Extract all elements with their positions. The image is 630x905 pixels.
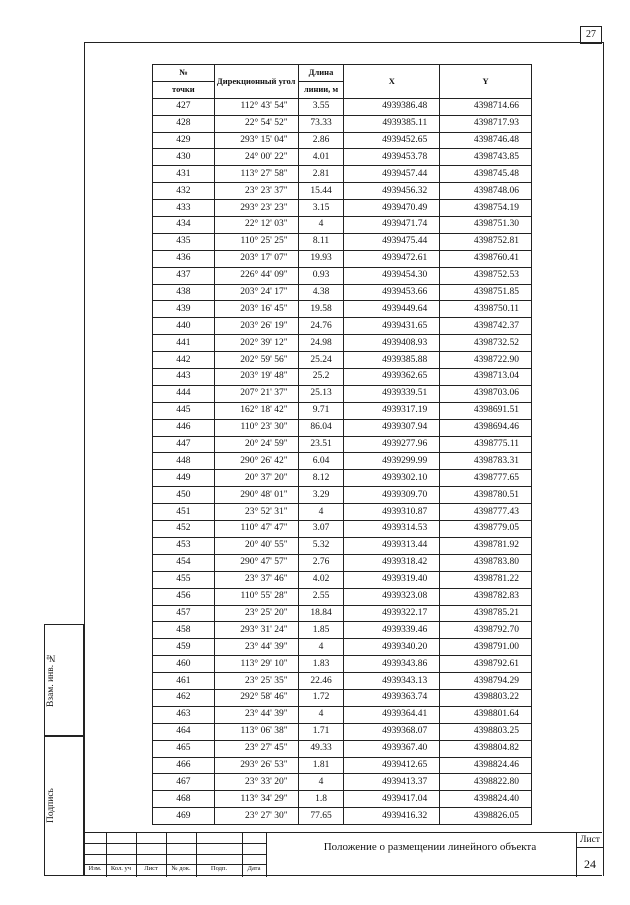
y-coordinate-cell: 4398822.80 xyxy=(440,774,532,791)
stamp-header-kol-uch: Кол. уч xyxy=(110,865,132,872)
y-coordinate-cell: 4398722.90 xyxy=(440,352,532,369)
y-coordinate-cell: 4398780.51 xyxy=(440,487,532,504)
x-coordinate-cell: 4939364.41 xyxy=(344,706,440,723)
direction-angle-cell: 290° 47' 57" xyxy=(214,554,298,571)
table-row xyxy=(153,706,532,723)
y-coordinate-cell: 4398748.06 xyxy=(440,183,532,200)
x-coordinate-cell: 4939314.53 xyxy=(344,521,440,538)
y-coordinate-cell: 4398794.29 xyxy=(440,673,532,690)
title-block-grid xyxy=(84,833,266,877)
point-number-cell: 448 xyxy=(153,453,215,470)
line-length-cell: 23.51 xyxy=(298,436,344,453)
table-row xyxy=(153,504,532,521)
table-row xyxy=(153,622,532,639)
y-coordinate-cell: 4398777.43 xyxy=(440,504,532,521)
x-coordinate-cell: 4939319.40 xyxy=(344,571,440,588)
x-coordinate-cell: 4939452.65 xyxy=(344,132,440,149)
line-length-cell: 1.8 xyxy=(298,791,344,808)
direction-angle-cell: 20° 24' 59" xyxy=(214,436,298,453)
x-coordinate-cell: 4939299.99 xyxy=(344,453,440,470)
stamp-header-doc-number: № док. xyxy=(171,865,191,872)
direction-angle-cell: 207° 21' 37" xyxy=(214,385,298,402)
y-coordinate-cell: 4398717.93 xyxy=(440,115,532,132)
title-block xyxy=(84,832,602,877)
line-length-cell: 25.13 xyxy=(298,385,344,402)
table-row xyxy=(153,183,532,200)
point-number-cell: 464 xyxy=(153,723,215,740)
line-length-cell: 25.24 xyxy=(298,352,344,369)
line-length-cell: 4 xyxy=(298,639,344,656)
x-coordinate-cell: 4939417.04 xyxy=(344,791,440,808)
line-length-cell: 4.01 xyxy=(298,149,344,166)
header-direction-angle: Дирекционный угол xyxy=(214,65,298,99)
x-coordinate-cell: 4939323.08 xyxy=(344,588,440,605)
sheet-label: Лист xyxy=(577,835,603,848)
x-coordinate-cell: 4939339.46 xyxy=(344,622,440,639)
point-number-cell: 461 xyxy=(153,673,215,690)
table-row xyxy=(153,740,532,757)
table-row xyxy=(153,639,532,656)
x-coordinate-cell: 4939362.65 xyxy=(344,369,440,386)
line-length-cell: 19.58 xyxy=(298,301,344,318)
table-row xyxy=(153,352,532,369)
point-number-cell: 440 xyxy=(153,318,215,335)
line-length-cell: 8.11 xyxy=(298,233,344,250)
stamp-header-list: Лист xyxy=(144,865,158,872)
y-coordinate-cell: 4398751.30 xyxy=(440,217,532,234)
direction-angle-cell: 22° 12' 03" xyxy=(214,217,298,234)
line-length-cell: 4 xyxy=(298,217,344,234)
y-coordinate-cell: 4398703.06 xyxy=(440,385,532,402)
y-coordinate-cell: 4398781.92 xyxy=(440,537,532,554)
table-row xyxy=(153,267,532,284)
point-number-cell: 458 xyxy=(153,622,215,639)
point-number-cell: 431 xyxy=(153,166,215,183)
line-length-cell: 2.76 xyxy=(298,554,344,571)
x-coordinate-cell: 4939310.87 xyxy=(344,504,440,521)
line-length-cell: 24.76 xyxy=(298,318,344,335)
y-coordinate-cell: 4398742.37 xyxy=(440,318,532,335)
y-coordinate-cell: 4398745.48 xyxy=(440,166,532,183)
y-coordinate-cell: 4398792.61 xyxy=(440,656,532,673)
table-row xyxy=(153,250,532,267)
direction-angle-cell: 23° 23' 37" xyxy=(214,183,298,200)
document-title: Положение о размещении линейного объекта xyxy=(323,841,537,853)
header-point-number-top: № xyxy=(153,65,215,82)
line-length-cell: 1.72 xyxy=(298,689,344,706)
direction-angle-cell: 162° 18' 42" xyxy=(214,402,298,419)
direction-angle-cell: 113° 29' 10" xyxy=(214,656,298,673)
line-length-cell: 1.81 xyxy=(298,757,344,774)
table-row xyxy=(153,723,532,740)
point-number-cell: 430 xyxy=(153,149,215,166)
x-coordinate-cell: 4939343.86 xyxy=(344,656,440,673)
direction-angle-cell: 23° 44' 39" xyxy=(214,639,298,656)
y-coordinate-cell: 4398801.64 xyxy=(440,706,532,723)
y-coordinate-cell: 4398779.05 xyxy=(440,521,532,538)
direction-angle-cell: 23° 27' 30" xyxy=(214,808,298,825)
table-row xyxy=(153,571,532,588)
line-length-cell: 8.12 xyxy=(298,470,344,487)
x-coordinate-cell: 4939454.30 xyxy=(344,267,440,284)
table-row xyxy=(153,200,532,217)
x-coordinate-cell: 4939343.13 xyxy=(344,673,440,690)
page-corner-number: 27 xyxy=(580,26,602,44)
line-length-cell: 19.93 xyxy=(298,250,344,267)
table-row xyxy=(153,487,532,504)
direction-angle-cell: 203° 16' 45" xyxy=(214,301,298,318)
table-row xyxy=(153,233,532,250)
direction-angle-cell: 293° 31' 24" xyxy=(214,622,298,639)
direction-angle-cell: 203° 19' 48" xyxy=(214,369,298,386)
line-length-cell: 4.38 xyxy=(298,284,344,301)
line-length-cell: 1.85 xyxy=(298,622,344,639)
table-row xyxy=(153,132,532,149)
x-coordinate-cell: 4939309.70 xyxy=(344,487,440,504)
y-coordinate-cell: 4398691.51 xyxy=(440,402,532,419)
direction-angle-cell: 203° 17' 07" xyxy=(214,250,298,267)
table-row xyxy=(153,808,532,825)
direction-angle-cell: 293° 23' 23" xyxy=(214,200,298,217)
table-row xyxy=(153,419,532,436)
side-label-signature: Подпись xyxy=(46,788,56,824)
x-coordinate-cell: 4939339.51 xyxy=(344,385,440,402)
y-coordinate-cell: 4398804.82 xyxy=(440,740,532,757)
x-coordinate-cell: 4939453.66 xyxy=(344,284,440,301)
table-row xyxy=(153,588,532,605)
y-coordinate-cell: 4398777.65 xyxy=(440,470,532,487)
table-row xyxy=(153,605,532,622)
line-length-cell: 4.02 xyxy=(298,571,344,588)
table-row xyxy=(153,98,532,115)
table-row xyxy=(153,554,532,571)
direction-angle-cell: 292° 58' 46" xyxy=(214,689,298,706)
table-row xyxy=(153,453,532,470)
point-number-cell: 429 xyxy=(153,132,215,149)
y-coordinate-cell: 4398782.83 xyxy=(440,588,532,605)
y-coordinate-cell: 4398781.22 xyxy=(440,571,532,588)
line-length-cell: 49.33 xyxy=(298,740,344,757)
table-row xyxy=(153,166,532,183)
y-coordinate-cell: 4398743.85 xyxy=(440,149,532,166)
direction-angle-cell: 22° 54' 52" xyxy=(214,115,298,132)
y-coordinate-cell: 4398824.46 xyxy=(440,757,532,774)
direction-angle-cell: 113° 34' 29" xyxy=(214,791,298,808)
direction-angle-cell: 20° 40' 55" xyxy=(214,537,298,554)
x-coordinate-cell: 4939385.88 xyxy=(344,352,440,369)
point-number-cell: 432 xyxy=(153,183,215,200)
x-coordinate-cell: 4939385.11 xyxy=(344,115,440,132)
table-row xyxy=(153,757,532,774)
y-coordinate-cell: 4398751.85 xyxy=(440,284,532,301)
point-number-cell: 456 xyxy=(153,588,215,605)
point-number-cell: 466 xyxy=(153,757,215,774)
y-coordinate-cell: 4398783.80 xyxy=(440,554,532,571)
x-coordinate-cell: 4939472.61 xyxy=(344,250,440,267)
table-row xyxy=(153,335,532,352)
table-row xyxy=(153,149,532,166)
point-number-cell: 446 xyxy=(153,419,215,436)
line-length-cell: 0.93 xyxy=(298,267,344,284)
point-number-cell: 438 xyxy=(153,284,215,301)
line-length-cell: 4 xyxy=(298,774,344,791)
point-number-cell: 463 xyxy=(153,706,215,723)
y-coordinate-cell: 4398803.22 xyxy=(440,689,532,706)
point-number-cell: 439 xyxy=(153,301,215,318)
point-number-cell: 447 xyxy=(153,436,215,453)
direction-angle-cell: 226° 44' 09" xyxy=(214,267,298,284)
point-number-cell: 427 xyxy=(153,98,215,115)
x-coordinate-cell: 4939416.32 xyxy=(344,808,440,825)
x-coordinate-cell: 4939307.94 xyxy=(344,419,440,436)
direction-angle-cell: 23° 27' 45" xyxy=(214,740,298,757)
sheet-number: 24 xyxy=(584,857,596,871)
x-coordinate-cell: 4939413.37 xyxy=(344,774,440,791)
side-strip xyxy=(44,624,84,876)
line-length-cell: 3.55 xyxy=(298,98,344,115)
table-row xyxy=(153,673,532,690)
point-number-cell: 428 xyxy=(153,115,215,132)
line-length-cell: 4 xyxy=(298,504,344,521)
x-coordinate-cell: 4939449.64 xyxy=(344,301,440,318)
direction-angle-cell: 202° 39' 12" xyxy=(214,335,298,352)
sheet-box xyxy=(576,833,603,877)
x-coordinate-cell: 4939313.44 xyxy=(344,537,440,554)
y-coordinate-cell: 4398713.04 xyxy=(440,369,532,386)
line-length-cell: 6.04 xyxy=(298,453,344,470)
y-coordinate-cell: 4398746.48 xyxy=(440,132,532,149)
y-coordinate-cell: 4398824.40 xyxy=(440,791,532,808)
header-y: Y xyxy=(440,65,532,99)
table-row xyxy=(153,521,532,538)
x-coordinate-cell: 4939302.10 xyxy=(344,470,440,487)
x-coordinate-cell: 4939368.07 xyxy=(344,723,440,740)
direction-angle-cell: 112° 43' 54" xyxy=(214,98,298,115)
header-point-number-bottom: точки xyxy=(153,81,215,98)
point-number-cell: 442 xyxy=(153,352,215,369)
y-coordinate-cell: 4398752.53 xyxy=(440,267,532,284)
stamp-header-signature: Подп. xyxy=(210,865,228,872)
point-number-cell: 435 xyxy=(153,233,215,250)
point-number-cell: 450 xyxy=(153,487,215,504)
x-coordinate-cell: 4939412.65 xyxy=(344,757,440,774)
x-coordinate-cell: 4939456.32 xyxy=(344,183,440,200)
line-length-cell: 25.2 xyxy=(298,369,344,386)
y-coordinate-cell: 4398754.19 xyxy=(440,200,532,217)
x-coordinate-cell: 4939277.96 xyxy=(344,436,440,453)
point-number-cell: 434 xyxy=(153,217,215,234)
direction-angle-cell: 290° 26' 42" xyxy=(214,453,298,470)
line-length-cell: 2.81 xyxy=(298,166,344,183)
line-length-cell: 24.98 xyxy=(298,335,344,352)
point-number-cell: 433 xyxy=(153,200,215,217)
direction-angle-cell: 23° 25' 20" xyxy=(214,605,298,622)
table-row xyxy=(153,369,532,386)
x-coordinate-cell: 4939363.74 xyxy=(344,689,440,706)
point-number-cell: 451 xyxy=(153,504,215,521)
y-coordinate-cell: 4398791.00 xyxy=(440,639,532,656)
point-number-cell: 460 xyxy=(153,656,215,673)
x-coordinate-cell: 4939322.17 xyxy=(344,605,440,622)
point-number-cell: 452 xyxy=(153,521,215,538)
table-row xyxy=(153,791,532,808)
table-row xyxy=(153,284,532,301)
y-coordinate-cell: 4398785.21 xyxy=(440,605,532,622)
x-coordinate-cell: 4939317.19 xyxy=(344,402,440,419)
point-number-cell: 455 xyxy=(153,571,215,588)
point-number-cell: 443 xyxy=(153,369,215,386)
line-length-cell: 73.33 xyxy=(298,115,344,132)
line-length-cell: 2.55 xyxy=(298,588,344,605)
y-coordinate-cell: 4398803.25 xyxy=(440,723,532,740)
table-row xyxy=(153,656,532,673)
point-number-cell: 454 xyxy=(153,554,215,571)
direction-angle-cell: 110° 55' 28" xyxy=(214,588,298,605)
y-coordinate-cell: 4398752.81 xyxy=(440,233,532,250)
table-row xyxy=(153,318,532,335)
point-number-cell: 469 xyxy=(153,808,215,825)
y-coordinate-cell: 4398732.52 xyxy=(440,335,532,352)
direction-angle-cell: 23° 44' 39" xyxy=(214,706,298,723)
y-coordinate-cell: 4398792.70 xyxy=(440,622,532,639)
table-row xyxy=(153,115,532,132)
header-length-bottom: линии, м xyxy=(298,81,344,98)
x-coordinate-cell: 4939340.20 xyxy=(344,639,440,656)
table-row xyxy=(153,385,532,402)
direction-angle-cell: 23° 33' 20" xyxy=(214,774,298,791)
line-length-cell: 2.86 xyxy=(298,132,344,149)
table-row xyxy=(153,402,532,419)
table-row xyxy=(153,537,532,554)
direction-angle-cell: 23° 37' 46" xyxy=(214,571,298,588)
y-coordinate-cell: 4398783.31 xyxy=(440,453,532,470)
point-number-cell: 449 xyxy=(153,470,215,487)
x-coordinate-cell: 4939475.44 xyxy=(344,233,440,250)
table-row xyxy=(153,689,532,706)
point-number-cell: 462 xyxy=(153,689,215,706)
line-length-cell: 9.71 xyxy=(298,402,344,419)
x-coordinate-cell: 4939318.42 xyxy=(344,554,440,571)
coordinates-table xyxy=(152,64,532,825)
direction-angle-cell: 202° 59' 56" xyxy=(214,352,298,369)
frame-bottom-line xyxy=(84,875,602,876)
line-length-cell: 86.04 xyxy=(298,419,344,436)
x-coordinate-cell: 4939431.65 xyxy=(344,318,440,335)
point-number-cell: 437 xyxy=(153,267,215,284)
y-coordinate-cell: 4398694.46 xyxy=(440,419,532,436)
direction-angle-cell: 293° 26' 53" xyxy=(214,757,298,774)
point-number-cell: 468 xyxy=(153,791,215,808)
direction-angle-cell: 113° 27' 58" xyxy=(214,166,298,183)
header-x: X xyxy=(344,65,440,99)
point-number-cell: 444 xyxy=(153,385,215,402)
y-coordinate-cell: 4398750.11 xyxy=(440,301,532,318)
line-length-cell: 3.07 xyxy=(298,521,344,538)
direction-angle-cell: 110° 23' 30" xyxy=(214,419,298,436)
direction-angle-cell: 24° 00' 22" xyxy=(214,149,298,166)
direction-angle-cell: 113° 06' 38" xyxy=(214,723,298,740)
y-coordinate-cell: 4398826.05 xyxy=(440,808,532,825)
y-coordinate-cell: 4398775.11 xyxy=(440,436,532,453)
line-length-cell: 5.32 xyxy=(298,537,344,554)
point-number-cell: 467 xyxy=(153,774,215,791)
x-coordinate-cell: 4939471.74 xyxy=(344,217,440,234)
line-length-cell: 4 xyxy=(298,706,344,723)
point-number-cell: 445 xyxy=(153,402,215,419)
point-number-cell: 465 xyxy=(153,740,215,757)
point-number-cell: 441 xyxy=(153,335,215,352)
x-coordinate-cell: 4939408.93 xyxy=(344,335,440,352)
x-coordinate-cell: 4939453.78 xyxy=(344,149,440,166)
direction-angle-cell: 290° 48' 01" xyxy=(214,487,298,504)
point-number-cell: 459 xyxy=(153,639,215,656)
header-length-top: Длина xyxy=(298,65,344,82)
line-length-cell: 1.71 xyxy=(298,723,344,740)
table-row xyxy=(153,301,532,318)
stamp-header-date: Дата xyxy=(247,865,261,872)
x-coordinate-cell: 4939470.49 xyxy=(344,200,440,217)
table-row xyxy=(153,774,532,791)
y-coordinate-cell: 4398760.41 xyxy=(440,250,532,267)
direction-angle-cell: 293° 15' 04" xyxy=(214,132,298,149)
stamp-header-izm: Изм. xyxy=(88,865,102,872)
line-length-cell: 3.29 xyxy=(298,487,344,504)
line-length-cell: 22.46 xyxy=(298,673,344,690)
point-number-cell: 457 xyxy=(153,605,215,622)
direction-angle-cell: 203° 24' 17" xyxy=(214,284,298,301)
y-coordinate-cell: 4398714.66 xyxy=(440,98,532,115)
line-length-cell: 18.84 xyxy=(298,605,344,622)
line-length-cell: 1.83 xyxy=(298,656,344,673)
line-length-cell: 77.65 xyxy=(298,808,344,825)
line-length-cell: 15.44 xyxy=(298,183,344,200)
direction-angle-cell: 20° 37' 20" xyxy=(214,470,298,487)
table-row xyxy=(153,470,532,487)
point-number-cell: 453 xyxy=(153,537,215,554)
direction-angle-cell: 23° 52' 31" xyxy=(214,504,298,521)
x-coordinate-cell: 4939386.48 xyxy=(344,98,440,115)
x-coordinate-cell: 4939457.44 xyxy=(344,166,440,183)
side-label-replace-inv: Взам. инв. № xyxy=(46,652,56,708)
line-length-cell: 3.15 xyxy=(298,200,344,217)
direction-angle-cell: 110° 25' 25" xyxy=(214,233,298,250)
table-row xyxy=(153,436,532,453)
direction-angle-cell: 203° 26' 19" xyxy=(214,318,298,335)
point-number-cell: 436 xyxy=(153,250,215,267)
x-coordinate-cell: 4939367.40 xyxy=(344,740,440,757)
table-row xyxy=(153,217,532,234)
direction-angle-cell: 23° 25' 35" xyxy=(214,673,298,690)
direction-angle-cell: 110° 47' 47" xyxy=(214,521,298,538)
